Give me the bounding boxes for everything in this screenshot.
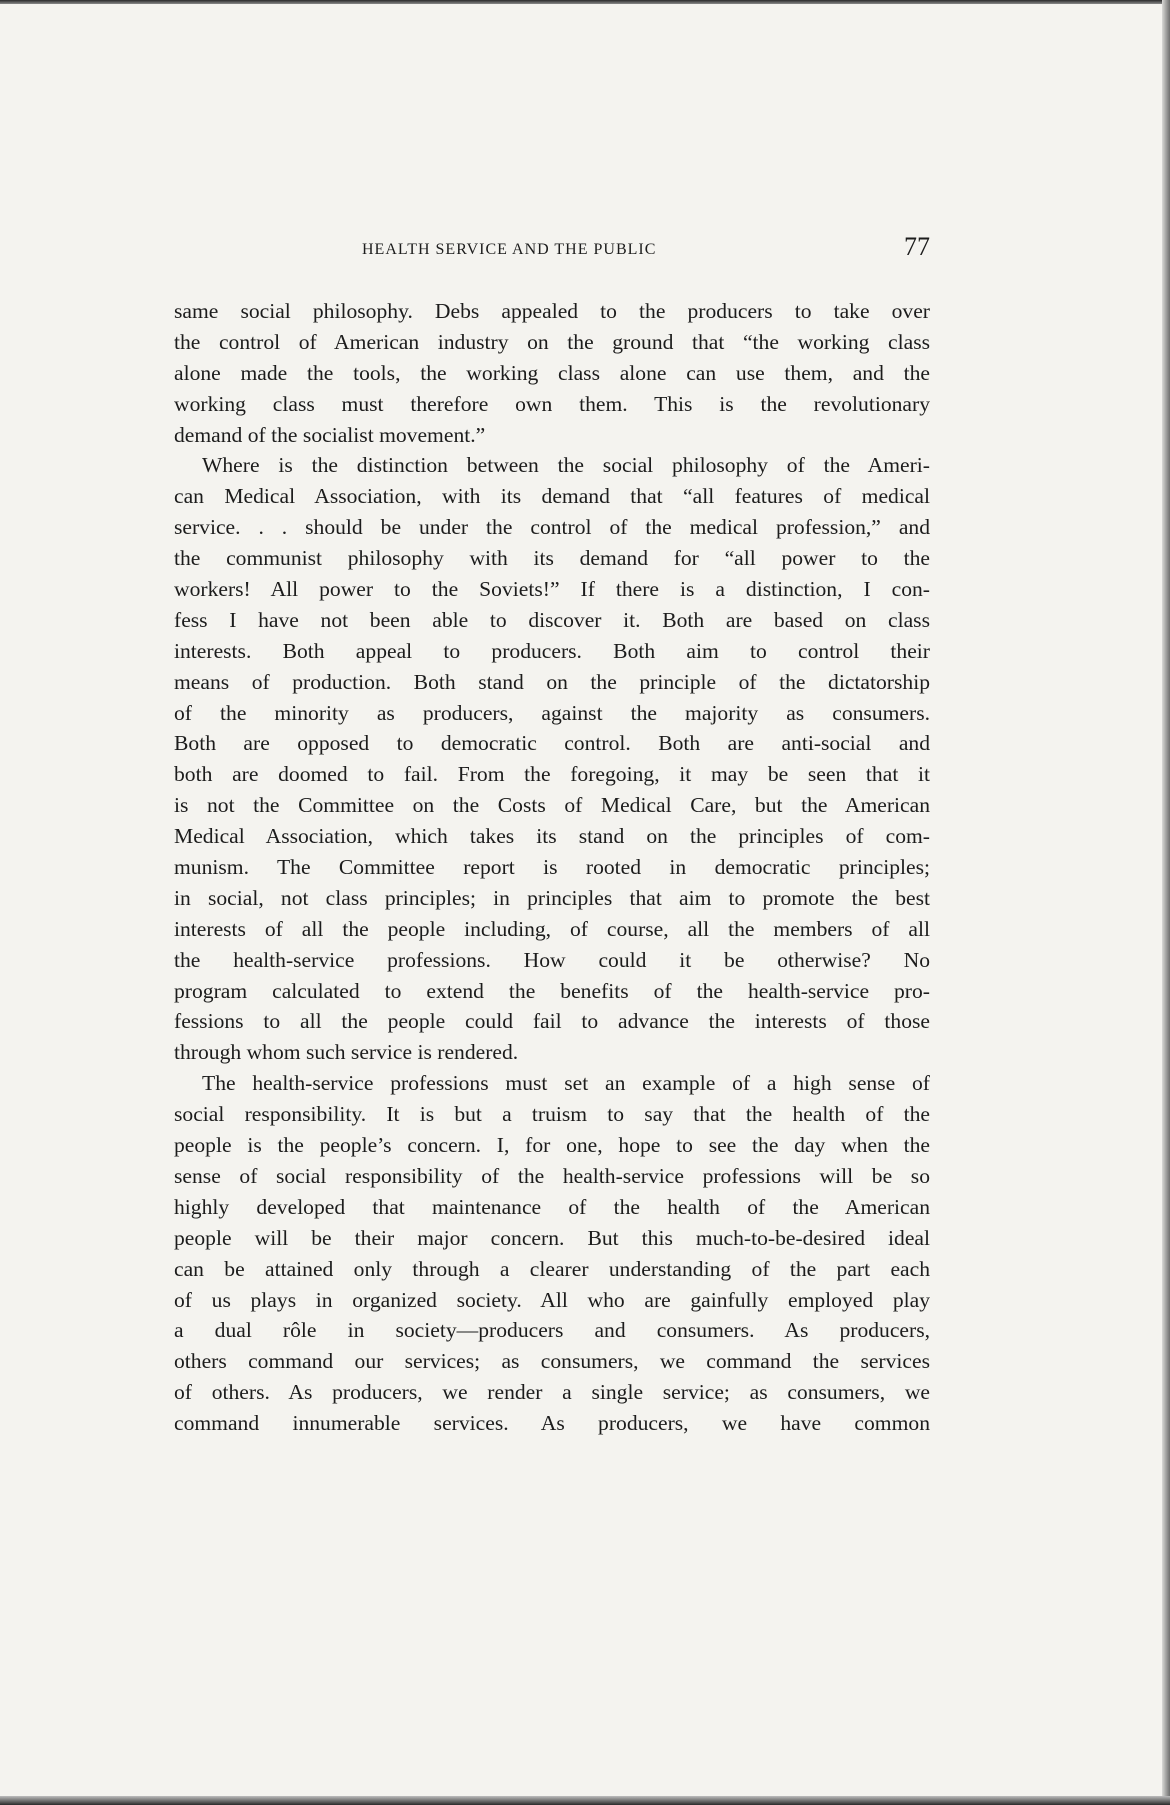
text-line: demand of the socialist movement.” [174,422,486,447]
text-line: of the minority as producers, against the majority as consumers. [174,700,930,725]
text-line: in social, not class principles; in principles that aim to promote the best [174,885,930,910]
text-line: command innumerable services. As producers, we have common [174,1411,930,1436]
text-line: the communist philosophy with its demand for “all power to the [174,546,930,571]
text-line: munism. The Committee report is rooted in democratic principles; [174,855,930,880]
text-line: workers! All power to the Soviets!” If there is a distinction, I con- [174,577,930,602]
text-line: of us plays in organized society. All who are gainfully employed play [174,1287,930,1312]
text-line: fessions to all the people could fail to advance the interests of those [174,1009,930,1034]
text-line: Where is the distinction between the social philosophy of the Ameri- [202,453,930,478]
text-line: through whom such service is rendered. [174,1040,519,1065]
scan-edge-right [1162,0,1170,1805]
text-line: same social philosophy. Debs appealed to the producers to take over [174,299,930,323]
text-line: The health-service professions must set an example of a high sense of [202,1071,930,1096]
text-line: the health-service professions. How could it be otherwise? No [174,947,930,972]
text-line: sense of social responsibility of the health-service professions will be so [174,1163,930,1188]
text-line: people will be their major concern. But this much-to-be-desired ideal [174,1225,930,1250]
text-line: highly developed that maintenance of the health of the American [174,1194,930,1219]
text-line: can be attained only through a clearer understanding of the part each [174,1256,930,1281]
text-line: social responsibility. It is but a truism to say that the health of the [174,1102,930,1127]
text-line: Medical Association, which takes its stand on the principles of com- [174,824,930,849]
body-text [174,296,930,1439]
text-line: is not the Committee on the Costs of Medical Care, but the American [174,793,930,818]
text-line: of others. As producers, we render a single service; as consumers, we [174,1380,930,1405]
page-number: 77 [904,232,930,261]
running-title: HEALTH SERVICE AND THE PUBLIC [362,241,657,258]
text-line: interests of all the people including, of course, all the members of all [174,916,930,941]
text-line: a dual rôle in society—producers and consumers. As producers, [174,1318,930,1343]
text-line: service. . . should be under the control of the medical profession,” and [174,515,930,540]
text-line: people is the people’s concern. I, for one, hope to see the day when the [174,1133,930,1158]
text-line: interests. Both appeal to producers. Both aim to control their [174,638,930,663]
text-line: means of production. Both stand on the principle of the dictatorship [174,669,930,694]
text-line: program calculated to extend the benefits of the health-service pro- [174,978,930,1003]
scan-edge-bottom [0,1796,1170,1805]
text-line: the control of American industry on the ground that “the working class [174,329,930,354]
text-line: can Medical Association, with its demand that “all features of medical [174,484,930,509]
text-line: Both are opposed to democratic control. Both are anti-social and [174,731,930,756]
text-line: alone made the tools, the working class alone can use them, and the [174,360,930,385]
text-line: both are doomed to fail. From the foregoing, it may be seen that it [174,762,930,787]
running-head [174,232,930,272]
text-line: others command our services; as consumers, we command the services [174,1349,930,1374]
text-line: working class must therefore own them. This is the revolutionary [174,391,930,416]
text-line: fess I have not been able to discover it. Both are based on class [174,607,930,632]
scan-edge-top [0,0,1170,4]
